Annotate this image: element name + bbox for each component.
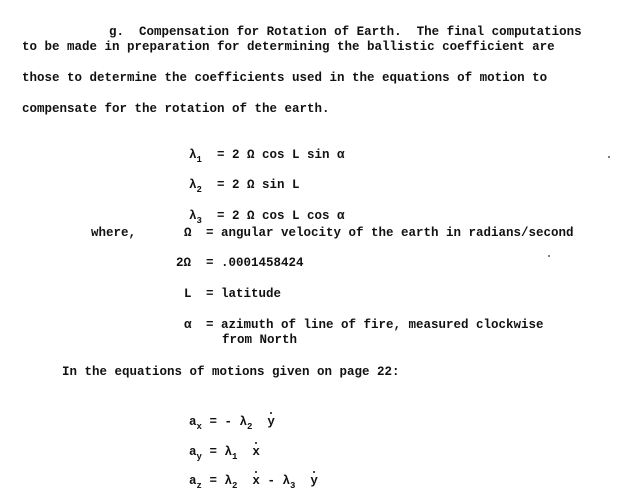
section-title: Compensation for Rotation of Earth.	[139, 25, 402, 39]
paragraph-line-2: those to determine the coefficients used in the equations of motion to	[22, 71, 548, 85]
section-label: g.	[109, 25, 125, 39]
equation-lambda-3	[174, 192, 344, 225]
section-heading	[94, 8, 582, 40]
ax-ydot: y	[267, 415, 275, 429]
eq3-rhs: = 2 Ω cos L cos α	[216, 209, 345, 223]
def-azimuth-cont: from North	[222, 333, 298, 347]
az-lambda-1-sub: 2	[232, 481, 238, 491]
ax-sub: x	[196, 422, 202, 432]
where-label: where,	[91, 226, 137, 240]
eq2-sub: 2	[196, 185, 202, 195]
az-lambda-1: λ	[224, 474, 232, 488]
az-xdot: x	[252, 474, 260, 488]
def-latitude-symbol: L	[184, 287, 192, 301]
paragraph-line-3: compensate for the rotation of the earth.	[22, 102, 330, 116]
eq1-sub: 1	[196, 155, 202, 165]
section-title-rest: The final computations	[416, 25, 582, 39]
ax-lhs: a	[189, 415, 197, 429]
def-latitude-text: = latitude	[206, 287, 282, 301]
az-ydot: y	[310, 474, 318, 488]
eq1-rhs: = 2 Ω cos L sin α	[216, 148, 345, 162]
eq3-sub: 3	[196, 216, 202, 226]
scan-speck	[608, 156, 610, 158]
equation-lambda-2	[174, 161, 299, 194]
def-azimuth-text: = azimuth of line of fire, measured clockwise	[206, 318, 544, 332]
paragraph-line-1: to be made in preparation for determining the ballistic coefficient are	[22, 40, 555, 54]
az-minus: -	[267, 474, 275, 488]
equation-lambda-1	[174, 131, 344, 164]
ax-eq: = -	[209, 415, 232, 429]
ay-eq: =	[209, 445, 217, 459]
eq2-lhs: λ	[189, 178, 197, 192]
def-omega-text: = angular velocity of the earth in radians/second	[206, 226, 574, 240]
equation-ax	[174, 398, 275, 431]
ax-lambda: λ	[239, 415, 247, 429]
az-lambda-2-sub: 3	[290, 481, 296, 491]
ay-lambda: λ	[224, 445, 232, 459]
ay-xdot: x	[252, 445, 260, 459]
az-sub: z	[196, 481, 202, 491]
az-eq: =	[209, 474, 217, 488]
ay-lhs: a	[189, 445, 197, 459]
ay-lambda-sub: 1	[232, 452, 238, 462]
def-omega-symbol: Ω	[184, 226, 192, 240]
equation-az	[174, 457, 318, 490]
eq3-lhs: λ	[189, 209, 197, 223]
def-2omega-symbol: 2Ω	[176, 256, 192, 270]
def-2omega-text: = .0001458424	[206, 256, 304, 270]
az-lhs: a	[189, 474, 197, 488]
scan-speck	[548, 255, 550, 257]
ay-sub: y	[196, 452, 202, 462]
ax-lambda-sub: 2	[247, 422, 253, 432]
eq1-lhs: λ	[189, 148, 197, 162]
def-azimuth-symbol: α	[184, 318, 192, 332]
az-lambda-2: λ	[282, 474, 290, 488]
eq2-rhs: = 2 Ω sin L	[216, 178, 300, 192]
motion-intro: In the equations of motions given on page 22:	[62, 365, 400, 379]
